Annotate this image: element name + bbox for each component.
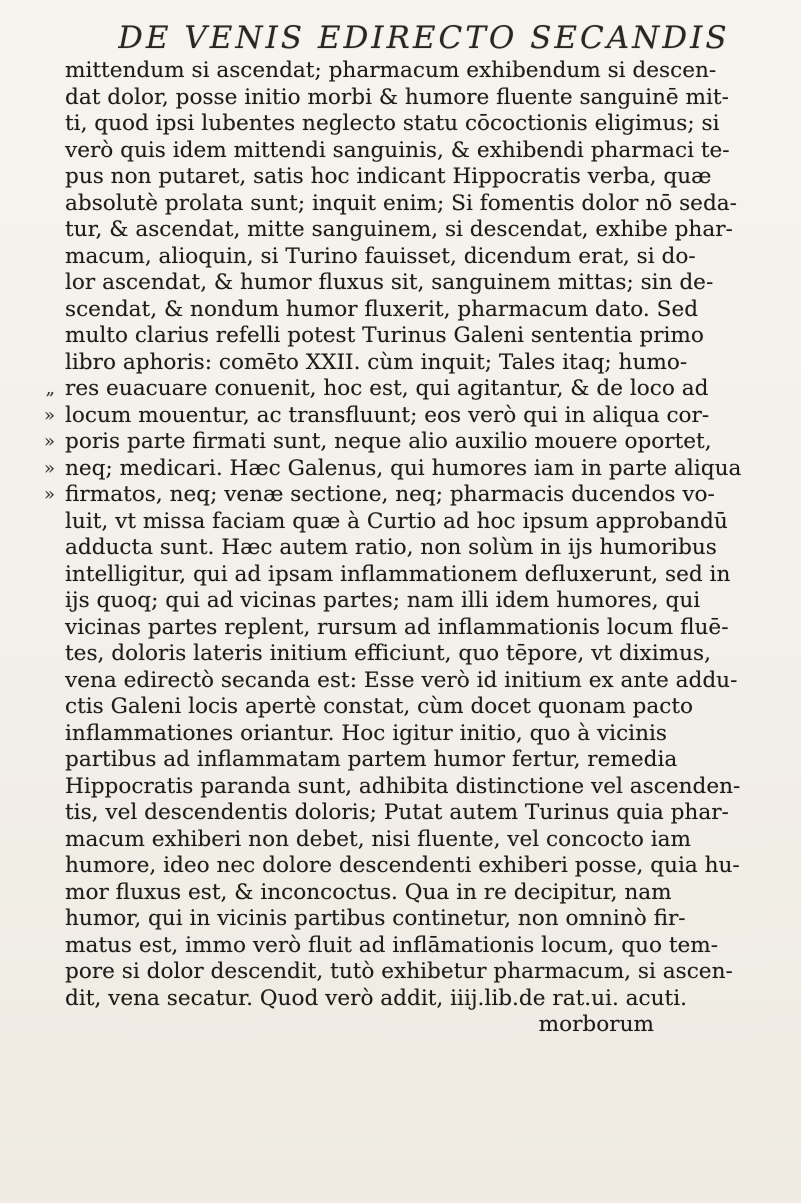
line-text: ctis Galeni locis apertè constat, cùm docet quonam pacto [65, 694, 694, 719]
line-text: intelligitur, qui ad ipsam inflammationem defluxerunt, sed in [65, 561, 731, 587]
text-line [65, 694, 777, 721]
line-text: libro aphoris: comēto XXII. cùm inquit; Tales itaq; humo- [65, 349, 688, 375]
line-text: tis, vel descendentis doloris; Putat autem Turinus quia phar- [65, 800, 729, 825]
text-line [65, 774, 777, 801]
text-line [65, 85, 777, 112]
text-line [65, 641, 777, 668]
text-line [65, 747, 777, 774]
line-text: vicinas partes replent, rursum ad inflammationis locum fluē- [65, 614, 729, 640]
text-line [65, 138, 777, 165]
text-line [65, 588, 777, 615]
line-text: tes, doloris lateris initium efficiunt, quo tēpore, vt diximus, [65, 641, 711, 666]
text-line [65, 906, 777, 933]
line-text: multo clarius refelli potest Turinus Galeni sententia primo [65, 323, 704, 348]
line-text: res euacuare conuenit, hoc est, qui agitantur, & de loco ad [65, 376, 709, 401]
text-line [65, 1012, 777, 1039]
running-head: DE VENIS EDIRECTO SECANDIS [118, 20, 730, 56]
text-line [65, 535, 777, 562]
line-text: morborum [65, 1012, 654, 1037]
line-text: mor fluxus est, & inconcoctus. Qua in re decipitur, nam [65, 879, 672, 905]
margin-quote-mark: » [43, 431, 55, 452]
line-text: lor ascendat, & humor fluxus sit, sanguinem mittas; sin de- [65, 270, 714, 295]
text-line [65, 562, 777, 589]
text-line [65, 615, 777, 642]
line-text: locum mouentur, ac transfluunt; eos verò qui in aliqua cor- [65, 402, 710, 428]
text-line [65, 164, 777, 191]
text-line [65, 111, 777, 138]
text-line [65, 668, 777, 695]
line-text: vena edirectò secanda est: Esse verò id initium ex ante addu- [65, 667, 738, 693]
line-text: humore, ideo nec dolore descendenti exhiberi posse, quia hu- [65, 853, 740, 878]
text-line [65, 350, 777, 377]
line-text: ijs quoq; qui ad vicinas partes; nam illi idem humores, qui [65, 588, 701, 613]
text-line [65, 853, 777, 880]
line-text: scendat, & nondum humor fluxerit, pharmacum dato. Sed [65, 296, 699, 322]
line-text: pore si dolor descendit, tutò exhibetur pharmacum, si ascen- [65, 959, 733, 984]
text-line [65, 827, 777, 854]
line-text: tur, & ascendat, mitte sanguinem, si descendat, exhibe phar- [65, 217, 733, 242]
line-text: verò quis idem mittendi sanguinis, & exhibendi pharmaci te- [65, 137, 730, 163]
line-text: absolutè prolata sunt; inquit enim; Si fomentis dolor nō seda- [65, 190, 737, 216]
line-text: adducta sunt. Hæc autem ratio, non solùm in ijs humoribus [65, 535, 717, 560]
line-text: macum, alioquin, si Turino fauisset, dicendum erat, si do- [65, 243, 696, 269]
text-line [65, 323, 777, 350]
text-line [65, 191, 777, 218]
text-line [65, 270, 777, 297]
text-body [43, 58, 777, 1039]
line-text: ti, quod ipsi lubentes neglecto statu cōcoctionis eligimus; si [65, 111, 720, 136]
line-text: macum exhiberi non debet, nisi fluente, vel concocto iam [65, 826, 692, 852]
margin-quote-mark: » [43, 457, 55, 479]
line-text: Hippocratis paranda sunt, adhibita distinctione vel ascenden- [65, 773, 741, 799]
text-line [65, 933, 777, 960]
text-line [43, 482, 777, 509]
line-text: matus est, immo verò fluit ad inflāmationis locum, quo tem- [65, 932, 719, 958]
text-line [65, 244, 777, 271]
text-line [65, 959, 777, 986]
text-line [65, 880, 777, 907]
text-line [43, 402, 777, 430]
line-text: mittendum si ascendat; pharmacum exhibendum si descen- [65, 58, 717, 83]
text-line [43, 429, 777, 456]
line-text: dat dolor, posse initio morbi & humore fluente sanguinē mit- [65, 84, 729, 110]
line-text: firmatos, neq; venæ sectione, neq; pharmacis ducendos vo- [65, 482, 715, 507]
line-text: luit, vt missa faciam quæ à Curtio ad hoc ipsum approbandū [65, 508, 728, 534]
line-text: neq; medicari. Hæc Galenus, qui humores iam in parte aliqua [65, 455, 742, 481]
line-text: humor, qui in vicinis partibus continetur, non omninò fir- [65, 906, 686, 931]
text-line [65, 217, 777, 244]
text-line [65, 509, 777, 536]
line-text: poris parte firmati sunt, neque alio auxilio mouere oportet, [65, 429, 712, 454]
text-line [65, 800, 777, 827]
text-line [65, 58, 777, 85]
line-text: pus non putaret, satis hoc indicant Hippocratis verba, quæ [65, 164, 712, 189]
margin-quote-mark: » [43, 404, 55, 426]
margin-quote-mark: » [43, 484, 55, 505]
text-line [43, 455, 777, 483]
text-line [65, 986, 777, 1013]
line-text: partibus ad inflammatam partem humor fertur, remedia [65, 747, 678, 772]
margin-quote-mark: „ [45, 378, 55, 399]
text-line [65, 297, 777, 324]
line-text: inflammationes oriantur. Hoc igitur initio, quo à vicinis [65, 720, 667, 746]
text-line [45, 376, 777, 403]
line-text: dit, vena secatur. Quod verò addit, iiij.lib.de rat.ui. acuti. [65, 985, 687, 1011]
text-line [65, 721, 777, 748]
